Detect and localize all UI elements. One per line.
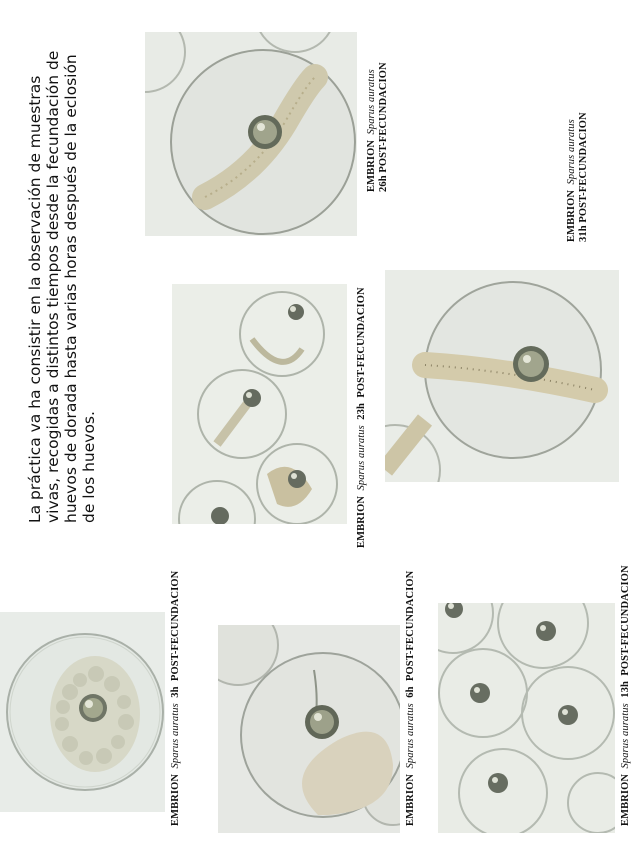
caption-23h: EMBRION Sparus auratus 23h POST-FECUNDACION (356, 287, 367, 548)
embryo-photo-31h (385, 270, 619, 482)
caption-31h: EMBRION Sparus auratus 31h POST-FECUNDACION (566, 112, 589, 242)
embryo-photo-3h (0, 612, 165, 812)
embryo-photo-23h (172, 284, 347, 524)
caption-26h: EMBRION Sparus auratus 26h POST-FECUNDACION (366, 62, 389, 192)
embryo-photo-13h (438, 603, 615, 833)
caption-13h: EMBRION Sparus auratus 13h POST-FECUNDACION (620, 565, 631, 826)
embryo-photo-6h (218, 625, 400, 833)
caption-3h: EMBRION Sparus auratus 3h POST-FECUNDACION (170, 570, 181, 826)
caption-6h: EMBRION Sparus auratus 6h POST-FECUNDACION (405, 570, 416, 826)
embryo-photo-26h (145, 32, 357, 236)
intro-paragraph: La práctica va ha consistir en la observación de muestras vivas, recogidas a distintos tiempos desde la fecundación de huevos de dorada hasta varias horas después de la eclosión de los huevos. (26, 50, 98, 523)
